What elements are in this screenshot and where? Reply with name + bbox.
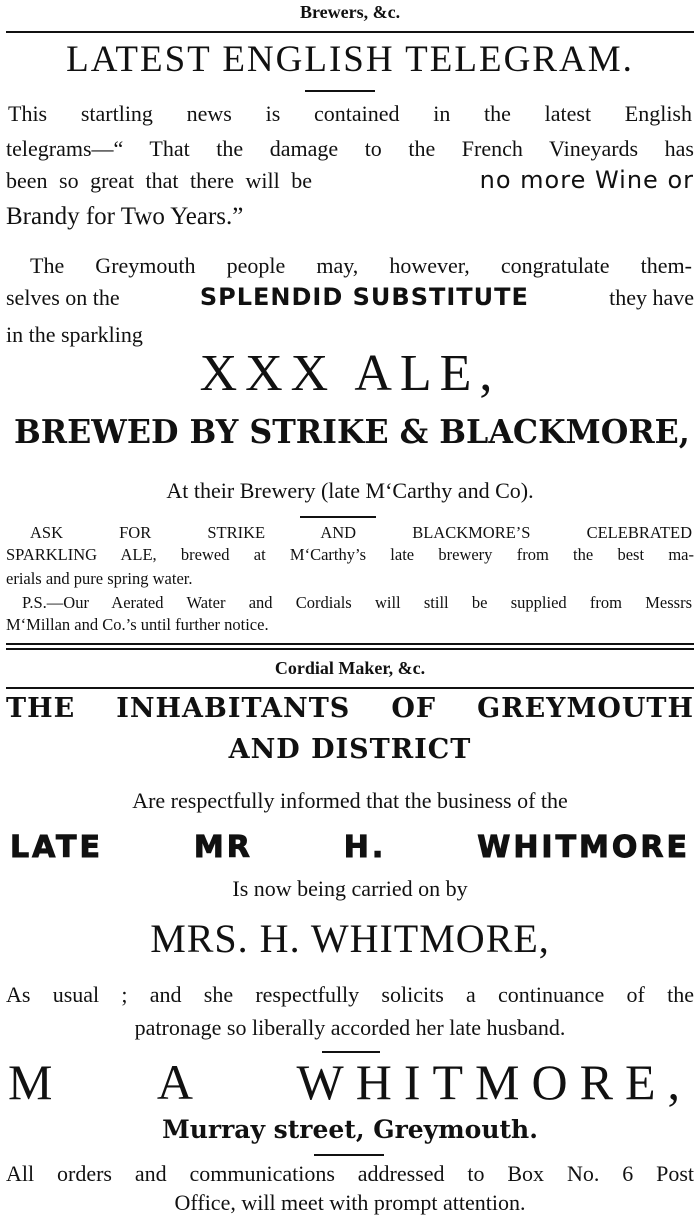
para2-line2-end: they have <box>609 285 694 310</box>
short-rule <box>305 90 375 92</box>
orders-line2: Office, will meet with prompt attention. <box>174 1190 526 1215</box>
section-heading-brewers: Brewers, &c. <box>299 2 401 22</box>
cordial-rule <box>6 687 694 689</box>
para2-line1: The Greymouth people may, however, congratulate them- <box>30 253 692 278</box>
para1-line3-text: been so great that there will be <box>6 168 313 193</box>
para2-line2-start: selves on the <box>6 285 120 310</box>
short-rule-4 <box>314 1154 384 1156</box>
short-rule-2 <box>300 516 376 518</box>
para1-line2: telegrams—“ That the damage to the French Vineyards has <box>6 136 694 161</box>
double-rule-bottom <box>6 648 694 650</box>
fine-print-line5: M‘Millan and Co.’s until further notice. <box>6 615 269 634</box>
top-rule <box>6 31 694 33</box>
headline-inhabitants <box>6 693 694 724</box>
section-heading-cordial: Cordial Maker, &c. <box>274 658 426 678</box>
usual-line1: As usual ; and she respectfully solicits a continuance of the <box>6 982 694 1007</box>
headline-and-district: AND DISTRICT <box>228 734 472 765</box>
carried-on-line: Is now being carried on by <box>232 876 468 901</box>
double-rule-top <box>6 643 694 645</box>
para1-line3 <box>6 166 694 194</box>
address-murray-street: Murray street, Greymouth. <box>162 1115 538 1144</box>
fine-print-line3: erials and pure spring water. <box>6 569 193 588</box>
fine-print-line1: ASK FOR STRIKE AND BLACKMORE’S CELEBRATED <box>30 523 692 542</box>
brewery-line: At their Brewery (late M‘Carthy and Co). <box>166 478 534 503</box>
headline-inhabitants-text: THE INHABITANTS OF GREYMOUTH <box>6 693 694 724</box>
para1-no-more-wine: no more Wine or <box>479 166 694 194</box>
fine-print-line4: P.S.—Our Aerated Water and Cordials will still be supplied from Messrs <box>22 593 692 612</box>
late-mr-h-whitmore: LATE MR H. WHITMORE <box>10 830 690 865</box>
orders-line1: All orders and communications addressed to Box No. 6 Post <box>6 1161 694 1186</box>
splendid-substitute: SPLENDID SUBSTITUTE <box>199 283 529 311</box>
headline-latest-english-telegram: LATEST ENGLISH TELEGRAM. <box>66 39 634 80</box>
brewed-by-strike-blackmore: BREWED BY STRIKE & BLACKMORE, <box>14 412 690 451</box>
fine-print-line2: SPARKLING ALE, brewed at M‘Carthy’s late brewery from the best ma- <box>6 545 694 564</box>
informed-line: Are respectfully informed that the business of the <box>132 788 568 813</box>
product-xxx-ale: XXX ALE, <box>199 345 501 402</box>
usual-line2: patronage so liberally accorded her late husband. <box>134 1015 566 1040</box>
para1-line1: This startling news is contained in the latest English <box>8 101 692 126</box>
mrs-h-whitmore: MRS. H. WHITMORE, <box>150 916 550 961</box>
para2-line3: in the sparkling <box>6 322 143 347</box>
para1-line4: Brandy for Two Years.” <box>6 203 244 230</box>
para2-line2 <box>6 283 694 311</box>
signature-m-a-whitmore: M A WHITMORE, <box>8 1054 692 1110</box>
